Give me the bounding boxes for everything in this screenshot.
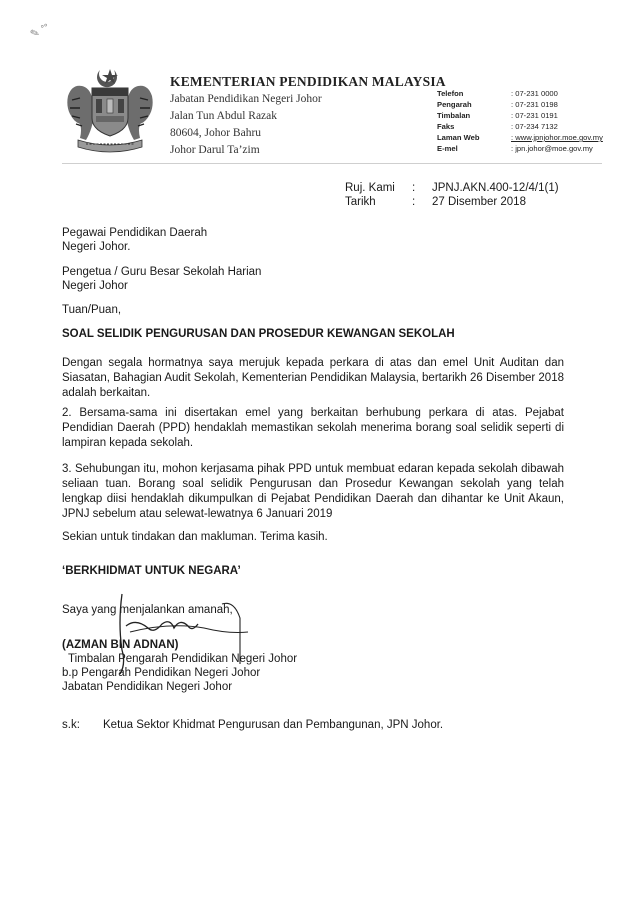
- ref-value: JPNJ.AKN.400-12/4/1(1): [432, 182, 559, 194]
- address-line: 80604, Johor Bahru: [170, 127, 262, 139]
- recipient-line: Negeri Johor: [62, 280, 128, 292]
- contact-row: [437, 133, 603, 142]
- date-label: Tarikh: [345, 196, 376, 208]
- contact-label: Faks: [437, 122, 455, 131]
- address-line: Johor Darul Ta’zim: [170, 144, 260, 156]
- address-line: Jabatan Pendidikan Negeri Johor: [170, 93, 322, 105]
- body-paragraph: 3. Sehubungan itu, mohon kerjasama pihak PPD untuk membuat edaran kepada sekolah dibawah seliaan tuan. Borang soal selidik Pengurusan dan Prosedur Kewangan sekolah yang telah lengkap diisi hendaklah dikumpulkan di Pejabat Pendidikan Daerah dan dihantar ke Unit Akaun, JPNJ sebelum atau selewat-lewatnya 6 Januari 2019: [62, 463, 564, 520]
- scan-mark: ✎ ˚˚: [28, 22, 52, 41]
- motto: ‘BERKHIDMAT UNTUK NEGARA’: [62, 565, 241, 577]
- contact-label: Telefon: [437, 89, 464, 98]
- recipient-line: Pengetua / Guru Besar Sekolah Harian: [62, 266, 262, 278]
- recipient-line: Negeri Johor.: [62, 241, 131, 253]
- body-paragraph: 2. Bersama-sama ini disertakan emel yang berkaitan berhubung perkara di atas. Pejabat Pendidian Daerah (PPD) hendaklah memastikan sekolah menerima borang soal selidik seperti di lampiran kepada sekolah.: [62, 407, 564, 449]
- contact-value: : 07-231 0191: [511, 111, 558, 120]
- contact-row: [437, 100, 558, 109]
- subject-heading: SOAL SELIDIK PENGURUSAN DAN PROSEDUR KEWANGAN SEKOLAH: [62, 328, 455, 340]
- signatory-title: Timbalan Pengarah Pendidikan Negeri Johor: [68, 653, 298, 665]
- header-divider: [62, 163, 602, 164]
- contact-value: : jpn.johor@moe.gov.my: [511, 144, 593, 153]
- salutation: Tuan/Puan,: [62, 304, 122, 316]
- contact-value: : 07-231 0198: [511, 100, 558, 109]
- coat-of-arms-icon: [60, 66, 160, 154]
- signatory-department: Jabatan Pendidikan Negeri Johor: [62, 681, 233, 693]
- contact-row: [437, 89, 558, 98]
- body-paragraph: Dengan segala hormatnya saya merujuk kepada perkara di atas dan emel Unit Auditan dan Siasatan, Bahagian Audit Sekolah, Kementerian Pendidikan Malaysia, bertarikh 26 Disember 2018 adalah berkaitan.: [62, 357, 564, 399]
- cc-label: s.k:: [62, 719, 80, 731]
- ref-label: Ruj. Kami: [345, 182, 395, 194]
- cc-recipient: Ketua Sektor Khidmat Pengurusan dan Pembangunan, JPN Johor.: [103, 719, 444, 731]
- contact-label: Laman Web: [437, 133, 480, 142]
- website-link[interactable]: : www.jpnjohor.moe.gov.my: [511, 133, 603, 142]
- contact-label: E-mel: [437, 144, 458, 153]
- ministry-title: KEMENTERIAN PENDIDIKAN MALAYSIA: [170, 74, 446, 89]
- contact-row: [437, 111, 558, 120]
- contact-label: Pengarah: [437, 100, 472, 109]
- signatory-title: b.p Pengarah Pendidikan Negeri Johor: [62, 667, 261, 679]
- closing-line: Saya yang menjalankan amanah,: [62, 604, 233, 616]
- contact-row: [437, 144, 593, 153]
- date-value: 27 Disember 2018: [432, 196, 526, 208]
- recipient-line: Pegawai Pendidikan Daerah: [62, 227, 208, 239]
- contact-value: : 07-234 7132: [511, 122, 558, 131]
- date-separator: :: [412, 196, 416, 208]
- ref-separator: :: [412, 182, 416, 194]
- signatory-name: (AZMAN BIN ADNAN): [62, 639, 179, 651]
- address-line: Jalan Tun Abdul Razak: [170, 110, 278, 122]
- body-paragraph: Sekian untuk tindakan dan makluman. Terima kasih.: [62, 531, 328, 543]
- contact-value: : 07-231 0000: [511, 89, 558, 98]
- contact-row: [437, 122, 558, 131]
- contact-label: Timbalan: [437, 111, 471, 120]
